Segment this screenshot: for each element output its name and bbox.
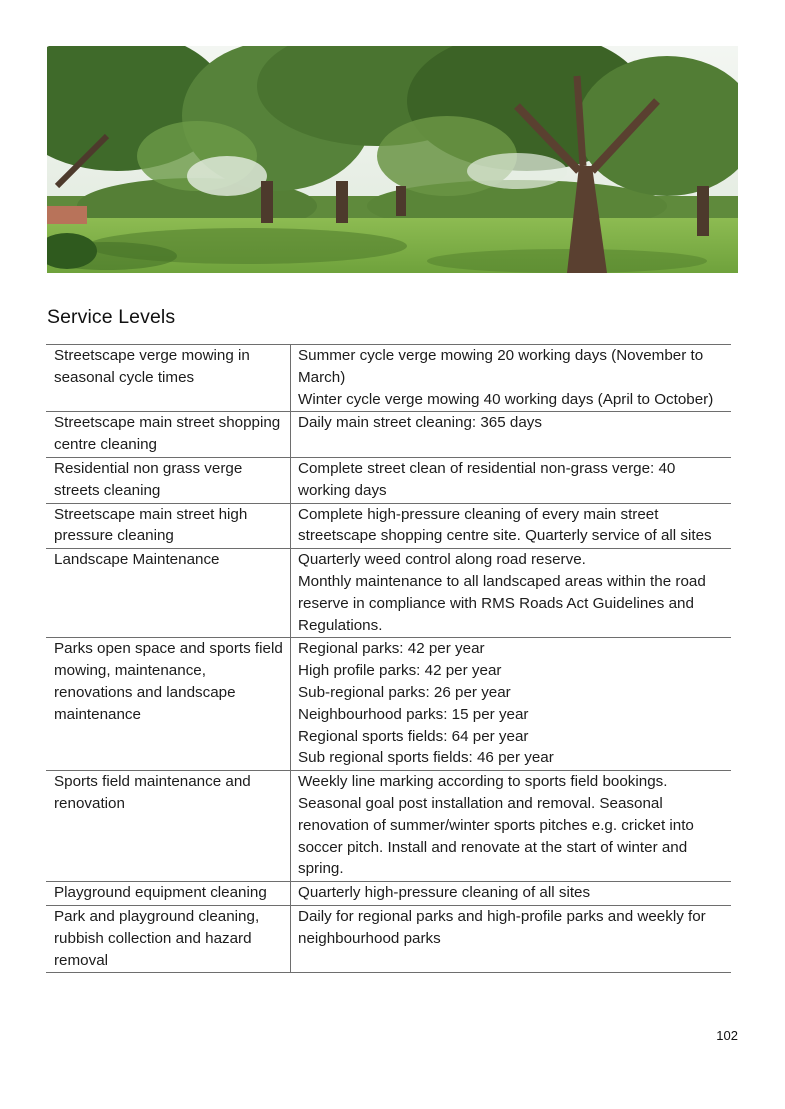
- level-line: Summer cycle verge mowing 20 working days (November to March): [298, 347, 704, 386]
- level-cell: [291, 503, 732, 549]
- service-levels-table: [46, 344, 731, 973]
- level-line: Sub-regional parks: 26 per year: [298, 683, 511, 701]
- level-cell: [291, 905, 732, 972]
- service-cell: Playground equipment cleaning: [46, 882, 291, 906]
- table-row: [46, 345, 731, 412]
- table-row: [46, 503, 731, 549]
- table-row: [46, 412, 731, 458]
- level-line: Regional parks: 42 per year: [298, 640, 485, 658]
- table-row: [46, 905, 731, 972]
- service-cell: Park and playground cleaning, rubbish collection and hazard removal: [46, 905, 291, 972]
- park-trees-illustration: [47, 46, 738, 273]
- service-cell: Parks open space and sports field mowing, maintenance, renovations and landscape maintenance: [46, 638, 291, 771]
- page-number: 102: [716, 1028, 738, 1043]
- table-row: [46, 638, 731, 771]
- level-line: Monthly maintenance to all landscaped areas within the road reserve in compliance with RMS Roads Act Guidelines and Regulations.: [298, 572, 706, 634]
- level-line: Regional sports fields: 64 per year: [298, 727, 529, 745]
- table-row: [46, 457, 731, 503]
- level-line: Neighbourhood parks: 15 per year: [298, 705, 529, 723]
- level-line: Quarterly weed control along road reserve.: [298, 551, 586, 569]
- level-cell: [291, 549, 732, 638]
- level-line: Complete high-pressure cleaning of every main street streetscape shopping centre site. Quarterly service of all sites: [298, 505, 712, 545]
- level-line: Daily main street cleaning: 365 days: [298, 414, 542, 432]
- level-line: Daily for regional parks and high-profile parks and weekly for neighbourhood parks: [298, 907, 706, 947]
- level-cell: [291, 345, 732, 412]
- service-cell: Landscape Maintenance: [46, 549, 291, 638]
- service-cell: Streetscape verge mowing in seasonal cycle times: [46, 345, 291, 412]
- level-cell: [291, 412, 732, 458]
- service-cell: Streetscape main street high pressure cleaning: [46, 503, 291, 549]
- level-cell: [291, 882, 732, 906]
- level-line: Weekly line marking according to sports field bookings. Seasonal goal post installation and removal. Seasonal renovation of summer/winter sports pitches e.g. cricket into soccer pitch. Install and renovate at the start of winter and spring.: [298, 773, 694, 878]
- level-cell: [291, 457, 732, 503]
- service-cell: Streetscape main street shopping centre cleaning: [46, 412, 291, 458]
- table-row: [46, 549, 731, 638]
- level-line: Quarterly high-pressure cleaning of all sites: [298, 884, 591, 902]
- level-line: Winter cycle verge mowing 40 working days (April to October): [298, 390, 714, 408]
- level-cell: [291, 638, 732, 771]
- table-row: [46, 771, 731, 882]
- table-row: [46, 882, 731, 906]
- level-line: Sub regional sports fields: 46 per year: [298, 749, 554, 767]
- level-cell: [291, 771, 732, 882]
- service-cell: Sports field maintenance and renovation: [46, 771, 291, 882]
- level-line: High profile parks: 42 per year: [298, 662, 502, 680]
- service-cell: Residential non grass verge streets cleaning: [46, 457, 291, 503]
- section-title: Service Levels: [47, 306, 176, 328]
- park-photo: [47, 46, 738, 273]
- level-line: Complete street clean of residential non-grass verge: 40 working days: [298, 459, 676, 499]
